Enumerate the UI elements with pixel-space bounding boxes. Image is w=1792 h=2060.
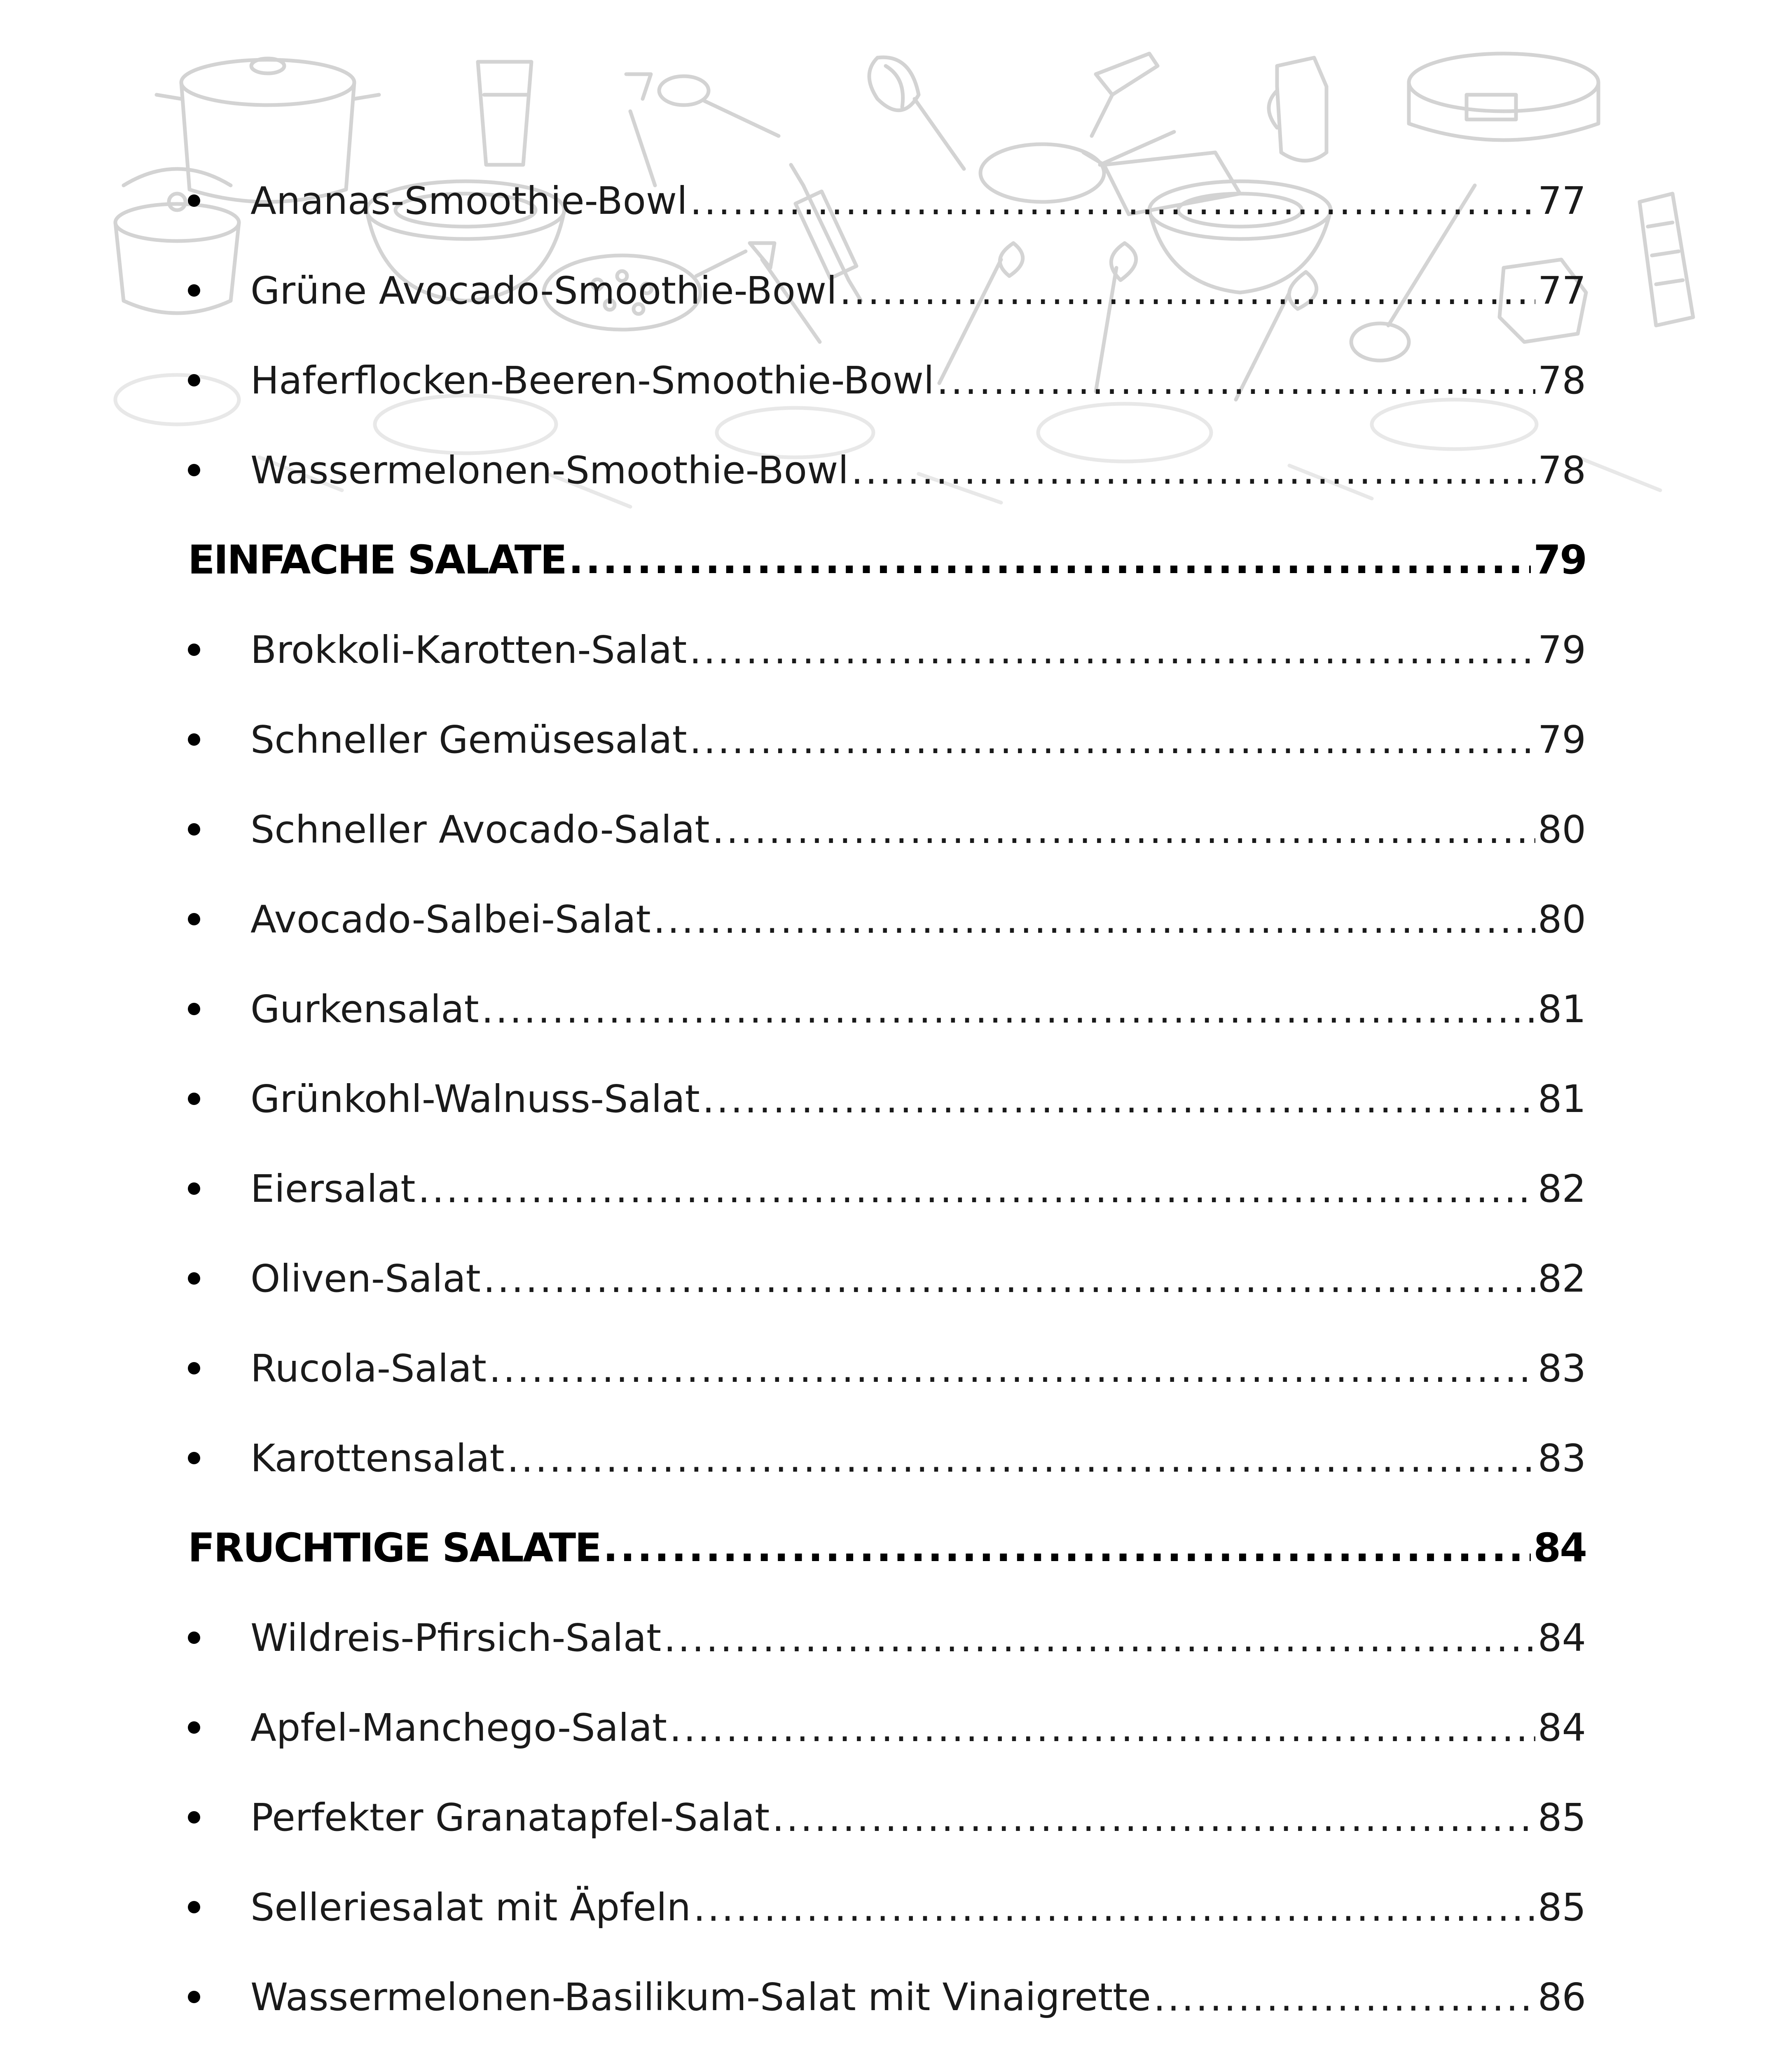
toc-entry-title: Gurkensalat — [250, 987, 479, 1031]
toc-page-number: 81 — [1537, 1077, 1586, 1121]
toc-page-number: 79 — [1533, 537, 1586, 583]
bullet-icon — [188, 1811, 200, 1824]
toc-entry[interactable] — [188, 1952, 1586, 2042]
dot-leader — [937, 359, 1535, 425]
glass-icon — [478, 62, 531, 165]
dot-leader — [482, 988, 1535, 1054]
knife-icon — [1092, 54, 1158, 136]
toc-entry[interactable] — [188, 1593, 1586, 1683]
table-of-contents — [188, 156, 1586, 2060]
bullet-icon — [188, 284, 200, 297]
spoon-icon — [659, 76, 779, 136]
toc-entry-title: Brokkoli-Karotten-Salat — [250, 627, 687, 672]
toc-entry[interactable] — [188, 874, 1586, 964]
toc-entry[interactable] — [188, 1054, 1586, 1144]
cake-tin-icon — [1409, 54, 1598, 140]
toc-entry-title: Apfel-Manchego-Salat — [250, 1705, 667, 1750]
toc-entry-title: Schneller Gemüsesalat — [250, 717, 687, 762]
toc-page-number: 85 — [1537, 1885, 1586, 1929]
toc-page-number: 82 — [1537, 1256, 1586, 1301]
toc-entry-title: Grünkohl-Walnuss-Salat — [250, 1077, 700, 1121]
dot-leader — [712, 808, 1535, 874]
dot-leader — [418, 1167, 1535, 1234]
toc-page-number: 78 — [1537, 448, 1586, 492]
bullet-icon — [188, 464, 200, 476]
dot-leader — [664, 1616, 1535, 1683]
dot-leader — [489, 1347, 1535, 1413]
dot-leader — [669, 1706, 1535, 1772]
bullet-icon — [188, 1003, 200, 1015]
dot-leader — [772, 1796, 1535, 1862]
dot-leader — [702, 1077, 1535, 1144]
toc-page-number: 80 — [1537, 897, 1586, 941]
toc-entry-title: Wassermelonen-Smoothie-Bowl — [250, 448, 849, 492]
toc-entry-title: Wildreis-Pfirsich-Salat — [250, 1615, 662, 1660]
toc-entry[interactable] — [188, 2042, 1586, 2060]
bullet-icon — [188, 1632, 200, 1644]
toc-entry[interactable] — [188, 1683, 1586, 1772]
jug-icon — [1269, 58, 1326, 161]
toc-entry[interactable] — [188, 695, 1586, 784]
toc-page-number: 86 — [1537, 1975, 1586, 2019]
toc-entry[interactable] — [188, 1144, 1586, 1234]
toc-entry[interactable] — [188, 246, 1586, 335]
dot-leader — [483, 1257, 1535, 1323]
bullet-icon — [188, 1272, 200, 1285]
toc-entry[interactable] — [188, 425, 1586, 515]
toc-section-heading[interactable] — [188, 515, 1586, 605]
toc-entry[interactable] — [188, 964, 1586, 1054]
dot-leader — [689, 628, 1535, 695]
toc-entry[interactable] — [188, 1323, 1586, 1413]
dot-leader — [1153, 1976, 1535, 2042]
bullet-icon — [188, 1721, 200, 1734]
toc-page-number: 77 — [1537, 178, 1586, 223]
toc-page-number: 84 — [1537, 1705, 1586, 1750]
toc-entry[interactable] — [188, 784, 1586, 874]
whisk-icon — [869, 57, 964, 169]
toc-entry[interactable] — [188, 156, 1586, 246]
bullet-icon — [188, 1362, 200, 1374]
toc-entry-title: Karottensalat — [250, 1436, 505, 1480]
bullet-icon — [188, 823, 200, 836]
toc-page-number: 79 — [1537, 717, 1586, 762]
toc-entry[interactable] — [188, 605, 1586, 695]
toc-entry[interactable] — [188, 1234, 1586, 1323]
bullet-icon — [188, 913, 200, 925]
dot-leader — [690, 179, 1535, 246]
grater-icon — [1640, 194, 1693, 325]
bullet-icon — [188, 644, 200, 656]
bullet-icon — [188, 194, 200, 207]
toc-entry[interactable] — [188, 335, 1586, 425]
toc-page-number: 77 — [1537, 268, 1586, 313]
toc-entry-title: Grüne Avocado-Smoothie-Bowl — [250, 268, 837, 313]
dot-leader — [653, 898, 1535, 964]
toc-entry-title: Wassermelonen-Basilikum-Salat mit Vinaigrette — [250, 1975, 1151, 2019]
dot-leader — [851, 449, 1535, 515]
toc-page-number: 83 — [1537, 1436, 1586, 1480]
toc-page-number: 83 — [1537, 1346, 1586, 1390]
toc-entry-title: Oliven-Salat — [250, 1256, 481, 1301]
toc-entry-title: EINFACHE SALATE — [188, 537, 566, 583]
toc-page-number: 79 — [1537, 627, 1586, 672]
bullet-icon — [188, 1452, 200, 1464]
bullet-icon — [188, 733, 200, 746]
bullet-icon — [188, 374, 200, 386]
dot-leader — [507, 1437, 1535, 1503]
dot-leader — [693, 1886, 1535, 1952]
toc-section-heading[interactable] — [188, 1503, 1586, 1593]
toc-entry-title: Rucola-Salat — [250, 1346, 487, 1390]
dot-leader — [690, 718, 1535, 784]
toc-entry[interactable] — [188, 1413, 1586, 1503]
bullet-icon — [188, 1182, 200, 1195]
toc-entry-title: Perfekter Granatapfel-Salat — [250, 1795, 770, 1840]
toc-entry-title: FRUCHTIGE SALATE — [188, 1525, 601, 1571]
toc-entry-title: Haferflocken-Beeren-Smoothie-Bowl — [250, 358, 934, 403]
dot-leader — [840, 269, 1535, 335]
toc-page-number: 82 — [1537, 1166, 1586, 1211]
toc-entry-title: Selleriesalat mit Äpfeln — [250, 1885, 691, 1929]
toc-entry[interactable] — [188, 1772, 1586, 1862]
bullet-icon — [188, 1093, 200, 1105]
toc-entry-title: Avocado-Salbei-Salat — [250, 897, 651, 941]
toc-page-number: 78 — [1537, 358, 1586, 403]
toc-page-number: 80 — [1537, 807, 1586, 852]
toc-page-number: 84 — [1537, 1615, 1586, 1660]
toc-entry[interactable] — [188, 1862, 1586, 1952]
dot-leader — [603, 1524, 1531, 1593]
toc-page-number: 81 — [1537, 987, 1586, 1031]
toc-page-number: 84 — [1533, 1525, 1586, 1571]
toc-page-number: 85 — [1537, 1795, 1586, 1840]
dot-leader — [568, 536, 1531, 605]
toc-entry-title: Schneller Avocado-Salat — [250, 807, 710, 852]
toc-entry-title: Ananas-Smoothie-Bowl — [250, 178, 688, 223]
bullet-icon — [188, 1901, 200, 1913]
bullet-icon — [188, 1991, 200, 2003]
toc-entry-title: Eiersalat — [250, 1166, 416, 1211]
